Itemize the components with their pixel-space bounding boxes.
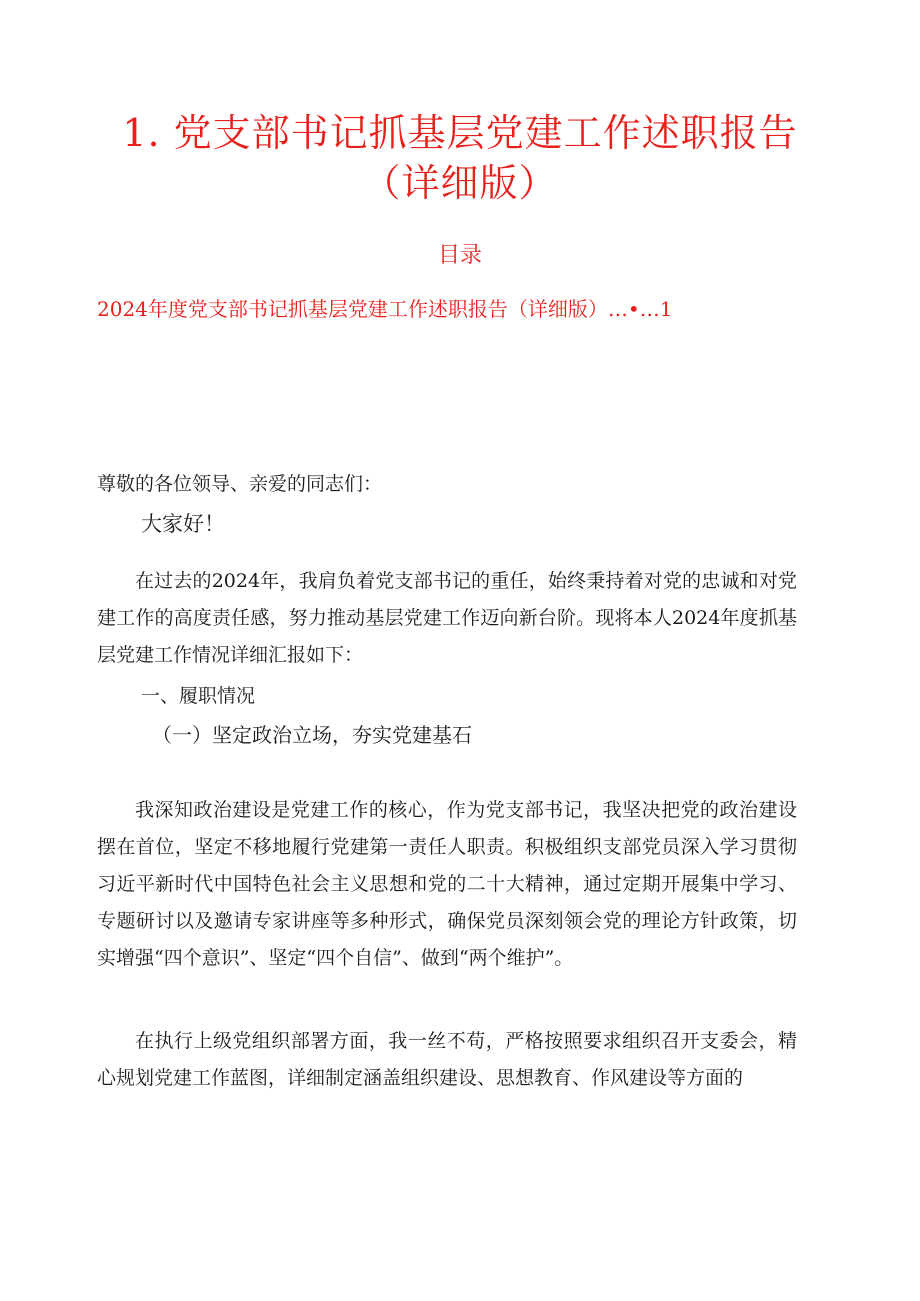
salutation: 尊敬的各位领导、亲爱的同志们： (97, 473, 383, 495)
body-paragraph-execution: 在执行上级党组织部署方面，我一丝不苟，严格按照要求组织召开支委会，精心规划党建工作蓝图，详细制定涵盖组织建设、思想教育、作风建设等方面的 (97, 1030, 797, 1089)
toc-entry-link[interactable]: 2024年度党支部书记抓基层党建工作述职报告（详细版）…•…1 (97, 297, 673, 321)
document-title-line2: （详细版） (362, 161, 558, 205)
document-title-line1: 1. 党支部书记抓基层党建工作述职报告 (122, 111, 798, 155)
body-paragraph-political: 我深知政治建设是党建工作的核心，作为党支部书记，我坚决把党的政治建设摆在首位，坚定不移地履行党建第一责任人职责。积极组织支部党员深入学习贯彻习近平新时代中国特色社会主义思想和党的二十大精神，通过定期开展集中学习、专题研讨以及邀请专家讲座等多种形式，确保党员深刻领会党的理论方针政策，切实增强“四个意识”、坚定“四个自信”、做到“两个维护”。 (97, 799, 797, 969)
body-paragraph-intro: 在过去的2024年，我肩负着党支部书记的重任，始终秉持着对党的忠诚和对党建工作的高度责任感，努力推动基层党建工作迈向新台阶。现将本人2024年度抓基层党建工作情况详细汇报如下： (97, 570, 797, 666)
toc-heading: 目录 (437, 243, 482, 268)
section-heading-1: 一、履职情况 (141, 685, 256, 707)
greeting: 大家好！ (141, 512, 225, 536)
subsection-heading-1: （一）坚定政治立场，夯实党建基石 (152, 723, 472, 747)
